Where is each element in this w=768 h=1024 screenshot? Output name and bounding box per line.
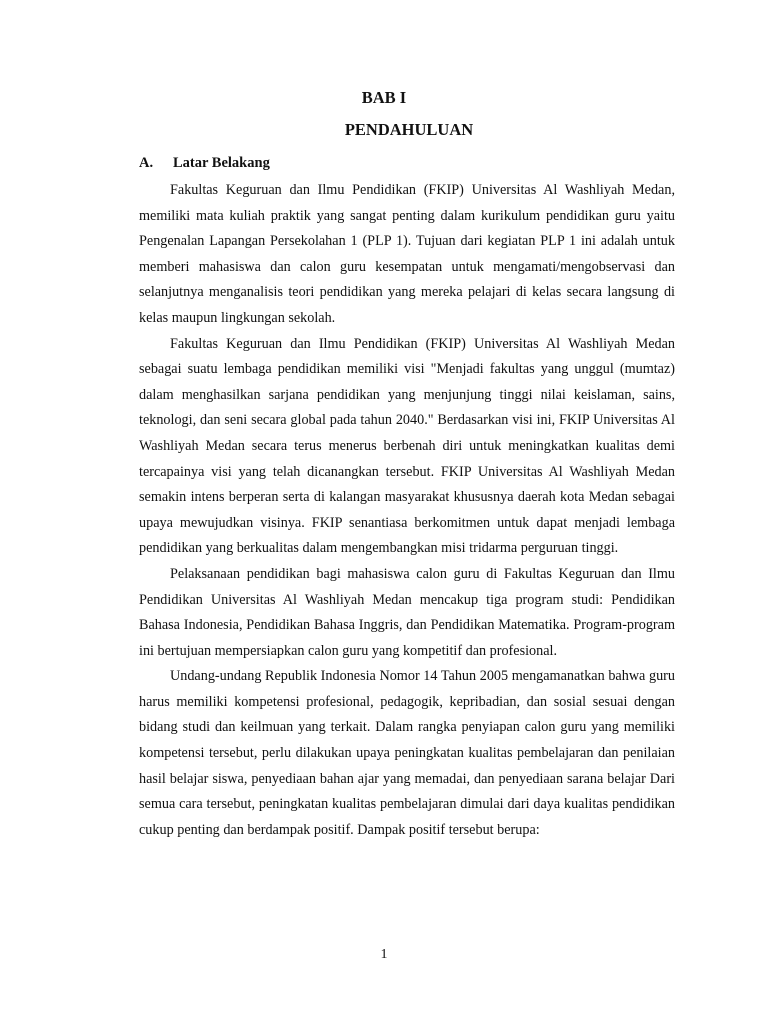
section-number: A.	[139, 155, 154, 171]
chapter-title: PENDAHULUAN	[344, 120, 474, 139]
body-text	[139, 178, 675, 843]
paragraph: Undang-undang Republik Indonesia Nomor 14 Tahun 2005 mengamanatkan bahwa guru harus memiliki kompetensi profesional, pedagogik, kepribadian, dan sosial sesuai dengan bidang studi dan keilmuan yang terkait. Dalam rangka penyiapan calon guru yang memiliki kompetensi tersebut, perlu dilakukan upaya peningkatan kualitas pembelajaran dan penilaian hasil belajar siswa, penyediaan bahan ajar yang memadai, dan penyediaan sarana belajar Dari semua cara tersebut, peningkatan kualitas pembelajaran dimulai dari daya kualitas pendidikan cukup penting dan berdampak positif. Dampak positif tersebut berupa:	[139, 668, 675, 838]
paragraph: Fakultas Keguruan dan Ilmu Pendidikan (FKIP) Universitas Al Washliyah Medan, memiliki mata kuliah praktik yang sangat penting dalam kurikulum pendidikan guru yaitu Pengenalan Lapangan Persekolahan 1 (PLP 1). Tujuan dari kegiatan PLP 1 ini adalah untuk memberi mahasiswa dan calon guru kesempatan untuk mengamati/mengobservasi dan selanjutnya menganalisis teori pendidikan yang mereka pelajari di kelas secara langsung di kelas maupun lingkungan sekolah.	[139, 182, 675, 326]
paragraph: Pelaksanaan pendidikan bagi mahasiswa calon guru di Fakultas Keguruan dan Ilmu Pendidikan Universitas Al Washliyah Medan mencakup tiga program studi: Pendidikan Bahasa Indonesia, Pendidikan Bahasa Inggris, dan Pendidikan Matematika. Program-program ini bertujuan mempersiapkan calon guru yang kompetitif dan profesional.	[139, 565, 675, 659]
section-heading	[139, 152, 270, 174]
page-number: 1	[380, 947, 388, 962]
section-title: Latar Belakang	[173, 155, 270, 171]
chapter-number: BAB I	[361, 88, 407, 107]
paragraph: Fakultas Keguruan dan Ilmu Pendidikan (FKIP) Universitas Al Washliyah Medan sebagai suatu lembaga pendidikan memiliki visi "Menjadi fakultas yang unggul (mumtaz) dalam menghasilkan sarjana pendidikan yang menjunjung tinggi nilai keislaman, sains, teknologi, dan seni secara global pada tahun 2040." Berdasarkan visi ini, FKIP Universitas Al Washliyah Medan secara terus menerus berbenah diri untuk meningkatkan kualitas demi tercapainya visi yang telah dicanangkan tersebut. FKIP Universitas Al Washliyah Medan semakin intens berperan serta di kalangan masyarakat khususnya daerah kota Medan sebagai upaya mewujudkan visinya. FKIP senantiasa berkomitmen untuk dapat menjadi lembaga pendidikan yang berkualitas dalam mengembangkan misi tridarma perguruan tinggi.	[139, 335, 675, 557]
